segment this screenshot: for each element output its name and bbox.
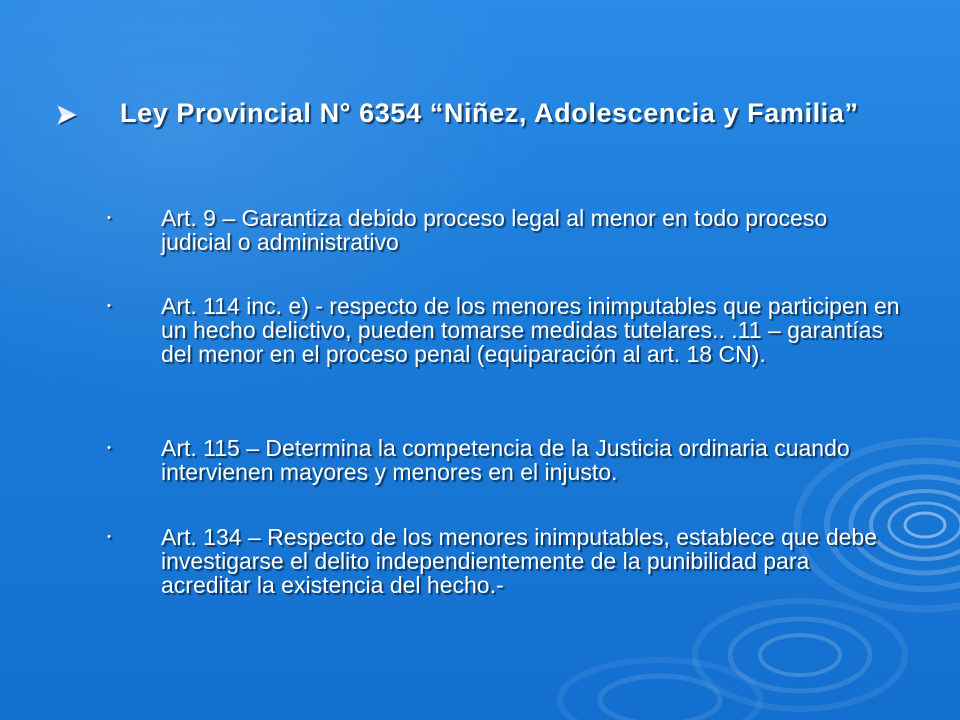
bullet-dot-icon: • bbox=[107, 212, 111, 224]
arrowhead-bullet-icon bbox=[56, 104, 78, 126]
list-item-text: Art. 134 – Respecto de los menores inimputables, establece que debe investigarse el delito independientemente de la punibilidad para acreditar la existencia del hecho.- bbox=[161, 524, 877, 598]
slide-heading: Ley Provincial N° 6354 “Niñez, Adolescencia y Familia” bbox=[120, 98, 859, 128]
list-item-text: Art. 114 inc. e) - respecto de los menores inimputables que participen en un hecho delictivo, pueden tomarse medidas tutelares.. .11 – garantías del menor en el proceso penal (equiparación al art. 18 CN). bbox=[161, 293, 900, 367]
list-item bbox=[107, 525, 907, 597]
bullet-dot-icon: • bbox=[107, 442, 111, 454]
list-item bbox=[107, 294, 907, 366]
list-item-text: Art. 115 – Determina la competencia de la Justicia ordinaria cuando intervienen mayores y menores en el injusto. bbox=[161, 435, 850, 485]
list-item-text: Art. 9 – Garantiza debido proceso legal al menor en todo proceso judicial o administrativo bbox=[161, 205, 828, 255]
list-item bbox=[107, 436, 907, 484]
list-item bbox=[107, 206, 907, 254]
heading-row bbox=[56, 98, 876, 128]
bullet-dot-icon: • bbox=[107, 531, 111, 543]
bullet-dot-icon: • bbox=[107, 300, 111, 312]
